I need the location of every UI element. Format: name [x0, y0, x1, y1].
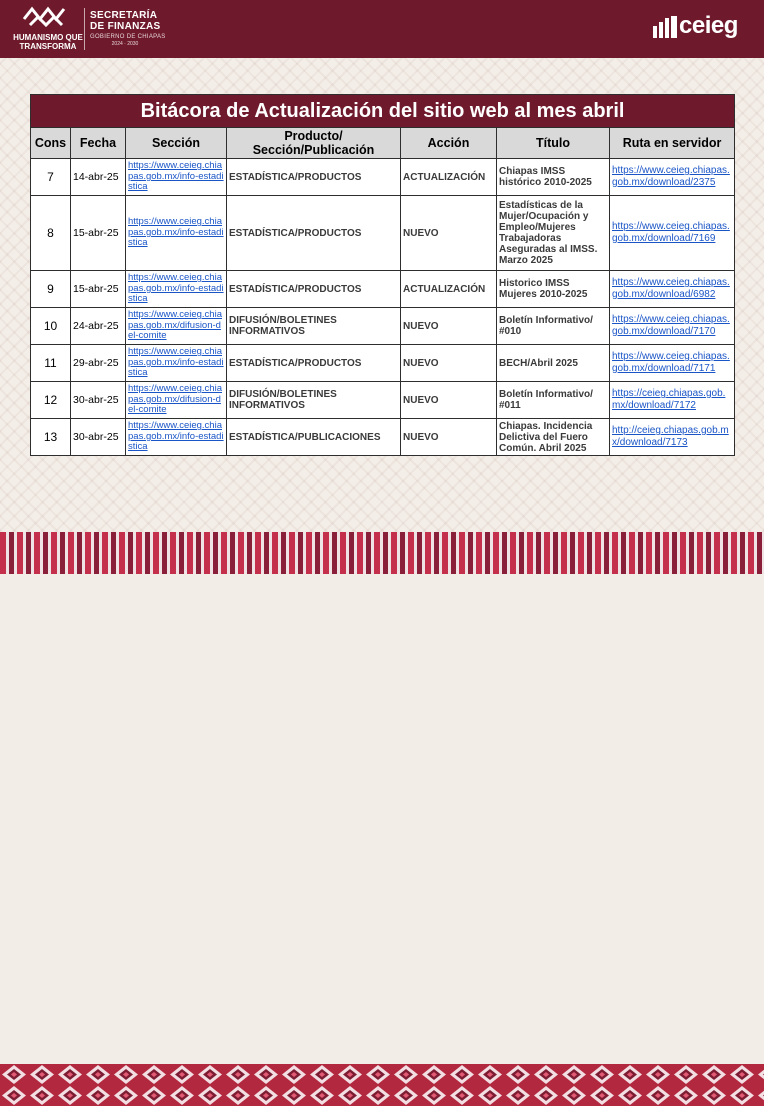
cell-fecha: 30-abr-25: [71, 382, 126, 419]
cell-titulo: Chiapas IMSS histórico 2010-2025: [497, 159, 610, 196]
cell-ruta-link[interactable]: https://www.ceieg.chiapas.gob.mx/download/2375: [610, 159, 735, 196]
cell-seccion-link[interactable]: https://www.ceieg.chiapas.gob.mx/info-estadistica: [126, 159, 227, 196]
col-header-accion: Acción: [401, 128, 497, 159]
cell-fecha: 29-abr-25: [71, 345, 126, 382]
cell-cons: 10: [31, 308, 71, 345]
ceieg-wordmark: ceieg: [679, 12, 738, 39]
cell-titulo: Estadísticas de la Mujer/Ocupación y Empleo/Mujeres Trabajadoras Aseguradas al IMSS. Marzo 2025: [497, 196, 610, 271]
cell-fecha: 15-abr-25: [71, 271, 126, 308]
cell-fecha: 30-abr-25: [71, 419, 126, 456]
cell-producto: DIFUSIÓN/BOLETINES INFORMATIVOS: [227, 382, 401, 419]
secretaria-block: [90, 10, 170, 47]
cell-accion: NUEVO: [401, 345, 497, 382]
cell-ruta-link[interactable]: https://www.ceieg.chiapas.gob.mx/download/7170: [610, 308, 735, 345]
footer-pattern-icon: [0, 1064, 764, 1106]
secretaria-subtitle: GOBIERNO DE CHIAPAS: [90, 34, 166, 40]
cell-cons: 13: [31, 419, 71, 456]
footer-decorative-band: [0, 532, 764, 574]
cell-cons: 9: [31, 271, 71, 308]
cell-titulo: BECH/Abril 2025: [497, 345, 610, 382]
cell-fecha: 14-abr-25: [71, 159, 126, 196]
cell-cons: 8: [31, 196, 71, 271]
cell-accion: ACTUALIZACIÓN: [401, 271, 497, 308]
cell-accion: NUEVO: [401, 419, 497, 456]
table-row: [31, 308, 735, 345]
cell-titulo: Chiapas. Incidencia Delictiva del Fuero Común. Abril 2025: [497, 419, 610, 456]
cell-producto: ESTADÍSTICA/PUBLICACIONES: [227, 419, 401, 456]
cell-ruta-link[interactable]: http://ceieg.chiapas.gob.mx/download/7173: [610, 419, 735, 456]
col-header-producto: Producto/ Sección/Publicación: [227, 128, 401, 159]
cell-producto: ESTADÍSTICA/PRODUCTOS: [227, 159, 401, 196]
cell-accion: NUEVO: [401, 382, 497, 419]
cell-ruta-link[interactable]: https://www.ceieg.chiapas.gob.mx/download/6982: [610, 271, 735, 308]
cell-titulo: Historico IMSS Mujeres 2010-2025: [497, 271, 610, 308]
table-row: [31, 382, 735, 419]
cell-producto: ESTADÍSTICA/PRODUCTOS: [227, 345, 401, 382]
table-row: [31, 419, 735, 456]
table-header-row: [31, 128, 735, 159]
cell-ruta-link[interactable]: https://ceieg.chiapas.gob.mx/download/7172: [610, 382, 735, 419]
table-row: [31, 271, 735, 308]
cell-accion: ACTUALIZACIÓN: [401, 159, 497, 196]
cell-producto: ESTADÍSTICA/PRODUCTOS: [227, 271, 401, 308]
header-divider: [84, 8, 85, 50]
table-row: [31, 345, 735, 382]
col-header-cons: Cons: [31, 128, 71, 159]
cell-seccion-link[interactable]: https://www.ceieg.chiapas.gob.mx/info-estadistica: [126, 345, 227, 382]
cell-titulo: Boletín Informativo/ #011: [497, 382, 610, 419]
cell-seccion-link[interactable]: https://www.ceieg.chiapas.gob.mx/info-estadistica: [126, 419, 227, 456]
cell-fecha: 15-abr-25: [71, 196, 126, 271]
table-row: [31, 196, 735, 271]
header-band: [0, 0, 764, 58]
col-header-titulo: Título: [497, 128, 610, 159]
cell-seccion-link[interactable]: https://www.ceieg.chiapas.gob.mx/info-estadistica: [126, 196, 227, 271]
cell-cons: 11: [31, 345, 71, 382]
cell-producto: DIFUSIÓN/BOLETINES INFORMATIVOS: [227, 308, 401, 345]
gobierno-tagline: HUMANISMO QUE TRANSFORMA: [13, 33, 83, 51]
cell-accion: NUEVO: [401, 196, 497, 271]
cell-seccion-link[interactable]: https://www.ceieg.chiapas.gob.mx/info-estadistica: [126, 271, 227, 308]
table-title: Bitácora de Actualización del sitio web al mes abril: [31, 95, 735, 128]
secretaria-years: 2024 · 2030: [111, 41, 139, 47]
cell-accion: NUEVO: [401, 308, 497, 345]
ceieg-logo: [652, 14, 744, 44]
col-header-fecha: Fecha: [71, 128, 126, 159]
cell-ruta-link[interactable]: https://www.ceieg.chiapas.gob.mx/download/7171: [610, 345, 735, 382]
table-row: [31, 159, 735, 196]
cell-cons: 7: [31, 159, 71, 196]
secretaria-title: SECRETARÍA DE FINANZAS: [90, 10, 161, 32]
cell-fecha: 24-abr-25: [71, 308, 126, 345]
col-header-ruta: Ruta en servidor: [610, 128, 735, 159]
gobierno-emblem-icon: [20, 5, 72, 31]
cell-titulo: Boletín Informativo/ #010: [497, 308, 610, 345]
gobierno-logo: [12, 5, 82, 53]
cell-seccion-link[interactable]: https://www.ceieg.chiapas.gob.mx/difusion-del-comite: [126, 308, 227, 345]
cell-cons: 12: [31, 382, 71, 419]
ceieg-bars-icon: [652, 16, 678, 38]
cell-ruta-link[interactable]: https://www.ceieg.chiapas.gob.mx/download/7169: [610, 196, 735, 271]
bitacora-table: [30, 94, 735, 456]
cell-producto: ESTADÍSTICA/PRODUCTOS: [227, 196, 401, 271]
col-header-seccion: Sección: [126, 128, 227, 159]
cell-seccion-link[interactable]: https://www.ceieg.chiapas.gob.mx/difusion-del-comite: [126, 382, 227, 419]
